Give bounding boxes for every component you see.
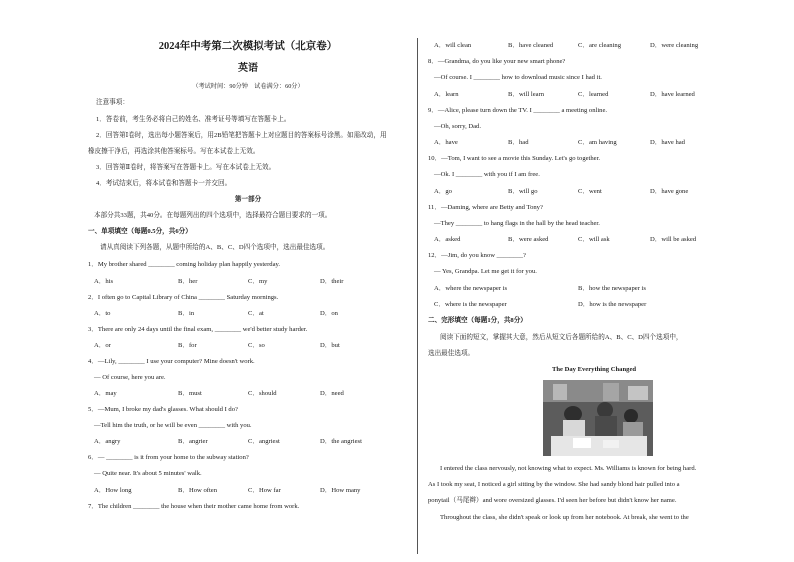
question-5-stem: 5．—Mum, I broke my dad's glasses. What should I do?	[88, 406, 238, 413]
q2-option-c[interactable]: C．at	[248, 310, 264, 317]
q11-option-a[interactable]: A．asked	[434, 236, 461, 243]
q5-option-d[interactable]: D．the angriest	[320, 438, 362, 445]
q7-option-c[interactable]: C．are cleaning	[578, 42, 622, 49]
q10-option-b[interactable]: B．will go	[508, 188, 538, 195]
q1-option-d[interactable]: D．their	[320, 278, 344, 285]
question-12-reply: — Yes, Grandpa. Let me get it for you.	[434, 268, 537, 275]
q4-option-c[interactable]: C．should	[248, 390, 277, 397]
q12-option-c[interactable]: C．where is the newspaper	[434, 301, 507, 308]
q3-option-d[interactable]: D．but	[320, 342, 340, 349]
q4-option-a[interactable]: A．may	[94, 390, 117, 397]
q1-option-b[interactable]: B．her	[178, 278, 198, 285]
section-two-heading: 二、完形填空（每题1分，共8分）	[428, 317, 527, 324]
notes-heading: 注意事项：	[96, 99, 129, 106]
note-2: 2．回答第Ⅰ卷时，选出每小题答案后，用2B铅笔把答题卡上对应题目的答案标号涂黑。如需改动，用	[96, 132, 387, 139]
classroom-photo-image	[543, 380, 653, 456]
q8-option-d[interactable]: D．have learned	[650, 91, 695, 98]
question-9-reply: —Oh, sorry, Dad.	[434, 123, 482, 130]
question-10-reply: —Ok. I ________ with you if I am free.	[434, 171, 540, 178]
left-column	[88, 0, 408, 562]
q6-option-a[interactable]: A．How long	[94, 487, 132, 494]
question-8-reply: —Of course. I ________ how to download music since I had it.	[434, 74, 602, 81]
passage-line-3: ponytail（马尾辫）and wore oversized glasses. I'd seen her before but didn't know her name.	[428, 497, 677, 504]
question-9-stem: 9．—Alice, please turn down the TV. I ________ a meeting online.	[428, 107, 608, 114]
q7-option-d[interactable]: D．were cleaning	[650, 42, 699, 49]
q10-option-a[interactable]: A．go	[434, 188, 452, 195]
q9-option-c[interactable]: C．am having	[578, 139, 617, 146]
note-3: 3．回答第Ⅱ卷时，将答案写在答题卡上。写在本试卷上无效。	[96, 164, 276, 171]
question-3-stem: 3．There are only 24 days until the final exam, ________ we'd better study harder.	[88, 326, 308, 333]
question-4-stem: 4．—Lily, ________ I use your computer? Mine doesn't work.	[88, 358, 255, 365]
passage-line-2: As I took my seat, I noticed a girl sitting by the window. She had sandy blond hair pulled into a	[428, 481, 680, 488]
q3-option-b[interactable]: B．for	[178, 342, 197, 349]
q2-option-d[interactable]: D．on	[320, 310, 338, 317]
q12-option-d[interactable]: D．how is the newspaper	[578, 301, 647, 308]
q10-option-c[interactable]: C．went	[578, 188, 602, 195]
q6-option-d[interactable]: D．How many	[320, 487, 361, 494]
question-11-reply: —They ________ to hang flags in the hall by the head teacher.	[434, 220, 600, 227]
q4-option-b[interactable]: B．must	[178, 390, 202, 397]
question-8-stem: 8．—Grandma, do you like your new smart phone?	[428, 58, 566, 65]
q12-option-a[interactable]: A．where the newspaper is	[434, 285, 508, 292]
question-10-stem: 10．—Tom, I want to see a movie this Sunday. Let's go together.	[428, 155, 601, 162]
q10-option-d[interactable]: D．have gone	[650, 188, 689, 195]
part-one-heading: 第一部分	[234, 196, 262, 203]
q7-option-a[interactable]: A．will clean	[434, 42, 472, 49]
q5-option-c[interactable]: C．angriest	[248, 438, 280, 445]
right-column	[428, 0, 760, 562]
exam-info: （考试时间：90分钟 试卷满分：60分）	[192, 83, 304, 90]
q1-option-c[interactable]: C．my	[248, 278, 268, 285]
question-5-reply: —Tell him the truth, or he will be even ________ with you.	[94, 422, 252, 429]
subject-title: 英语	[238, 63, 258, 74]
section-two-instruction-cont: 选出最佳选项。	[428, 350, 475, 357]
q6-option-b[interactable]: B．How often	[178, 487, 218, 494]
question-11-stem: 11．—Daming, where are Betty and Tony?	[428, 204, 543, 211]
q5-option-a[interactable]: A．angry	[94, 438, 121, 445]
question-4-reply: — Of course, here you are.	[94, 374, 166, 381]
q11-option-d[interactable]: D．will be asked	[650, 236, 697, 243]
section-one-instruction: 请从真阅读下列各题，从题中所给的A、B、C、D四个选项中，选出最佳选项。	[100, 244, 330, 251]
q3-option-a[interactable]: A．or	[94, 342, 111, 349]
passage-line-1: I entered the class nervously, not knowing what to expect. Ms. Williams is known for being hard.	[440, 465, 697, 472]
q4-option-d[interactable]: D．need	[320, 390, 344, 397]
question-6-reply: — Quite near. It's about 5 minutes' walk.	[94, 470, 202, 477]
part-one-desc: 本部分共33题，共40分。在每题列出的四个选项中，选择最符合题目要求的一项。	[94, 212, 332, 219]
q11-option-c[interactable]: C．will ask	[578, 236, 610, 243]
question-12-stem: 12．—Jim, do you know ________?	[428, 252, 526, 259]
q1-option-a[interactable]: A．his	[94, 278, 114, 285]
passage-title: The Day Everything Changed	[551, 366, 637, 373]
q7-option-b[interactable]: B．have cleaned	[508, 42, 554, 49]
question-1-stem: 1．My brother shared ________ coming holiday plan happily yesterday.	[88, 261, 281, 268]
q2-option-b[interactable]: B．in	[178, 310, 195, 317]
section-one-heading: 一、单项填空（每题0.5分，共6分）	[88, 228, 192, 235]
q9-option-b[interactable]: B．had	[508, 139, 529, 146]
q8-option-b[interactable]: B．will learn	[508, 91, 545, 98]
q9-option-a[interactable]: A．have	[434, 139, 458, 146]
question-2-stem: 2．I often go to Capital Library of China ________ Saturday mornings.	[88, 294, 279, 301]
q2-option-a[interactable]: A．to	[94, 310, 111, 317]
note-4: 4．考试结束后，将本试卷和答题卡一并交回。	[96, 180, 232, 187]
column-divider	[417, 38, 418, 554]
q5-option-b[interactable]: B．angrier	[178, 438, 208, 445]
q12-option-b[interactable]: B．how the newspaper is	[578, 285, 646, 292]
note-1: 1．答卷前，考生务必将自己的姓名、准考证号等填写在答题卡上。	[96, 116, 291, 123]
question-7-stem: 7．The children ________ the house when their mother came home from work.	[88, 503, 300, 510]
q3-option-c[interactable]: C．so	[248, 342, 265, 349]
q9-option-d[interactable]: D．have had	[650, 139, 685, 146]
q8-option-c[interactable]: C．learned	[578, 91, 609, 98]
note-2-cont: 橡皮擦干净后，再选涂其他答案标号。写在本试卷上无效。	[88, 148, 260, 155]
question-6-stem: 6．— ________ is it from your home to the subway station?	[88, 454, 249, 461]
q6-option-c[interactable]: C．How far	[248, 487, 281, 494]
q8-option-a[interactable]: A．learn	[434, 91, 459, 98]
q11-option-b[interactable]: B．were asked	[508, 236, 549, 243]
section-two-instruction: 阅读下面的短文，掌握其大意，然后从短文后各题所给的A、B、C、D四个选项中，	[440, 334, 683, 341]
classroom-photo	[543, 380, 653, 456]
exam-title: 2024年中考第二次模拟考试（北京卷）	[158, 41, 338, 52]
passage-line-4: Throughout the class, she didn't speak or look up from her notebook. At break, she went to the	[440, 514, 689, 521]
